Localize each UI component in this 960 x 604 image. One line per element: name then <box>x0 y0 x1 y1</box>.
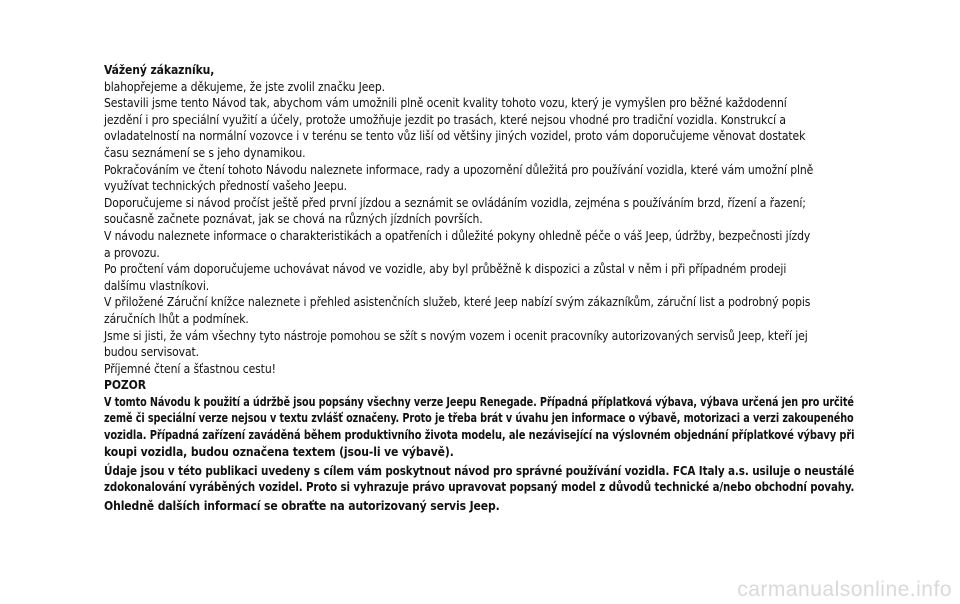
text-line: země či speciální verze nejsou v textu zvlášť označeny. Proto je třeba brát v úvahu jen informace o výbavě, motorizaci a verzi zakoupeného <box>104 411 854 426</box>
paragraph <box>104 361 864 378</box>
text-line: blahopřejeme a děkujeme, že jste zvolil značku Jeep. <box>104 79 385 94</box>
greeting: Vážený zákazníku, <box>104 63 215 77</box>
text-line: budou servisovat. <box>104 345 199 360</box>
text-line: Ohledně dalších informací se obraťte na autorizovaný servis Jeep. <box>104 499 500 514</box>
paragraph <box>104 195 864 228</box>
text-line: V návodu naleznete informace o charakteristikách a opatřeních i důležité pokyny ohledně péče o váš Jeep, údržby, bezpečnosti jízdy <box>104 228 811 243</box>
intro-body <box>104 79 864 378</box>
text-line: záručních lhůt a podmínek. <box>104 311 249 326</box>
warning-title: POZOR <box>104 378 147 393</box>
paragraph <box>104 79 864 96</box>
paragraph <box>104 463 864 496</box>
paragraph <box>104 294 864 327</box>
text-line: současně začnete poznávat, jak se chová na různých jízdních površích. <box>104 212 483 227</box>
text-line: koupi vozidla, budou označena textem (jsou-li ve výbavě). <box>104 444 454 459</box>
paragraph <box>104 162 864 195</box>
text-line: Po pročtení vám doporučujeme uchovávat návod ve vozidle, aby byl průběžně k dispozici a zůstal v něm i při případném prodeji <box>104 262 787 277</box>
text-line: a provozu. <box>104 245 160 260</box>
text-line: ovladatelností na normální vozovce i v terénu se tento vůz liší od většiny jiných vozidel, proto vám doporučujeme věnovat dostatek <box>104 129 806 144</box>
text-line: vozidla. Případná zařízení zaváděná během produktivního života modelu, ale nezávisející na výslovném objednání příplatkové výbavy při <box>104 428 855 443</box>
paragraph <box>104 261 864 294</box>
watermark: carmanualsonline.info <box>737 578 952 601</box>
paragraph <box>104 394 864 460</box>
text-line: jezdění i pro speciální využití a účely, protože umožňuje jezdit po trasách, které nejsou vhodné pro tradiční vozidla. Konstrukcí a <box>104 112 786 127</box>
manual-intro-page <box>104 62 864 515</box>
text-line: Jsme si jisti, že vám všechny tyto nástroje pomohou se sžít s novým vozem i ocenit pracovníky autorizovaných servisů Jeep, kteří jej <box>104 328 808 343</box>
warning-body <box>104 394 864 515</box>
text-line: Příjemné čtení a šťastnou cestu! <box>104 361 276 376</box>
text-line: dalšímu vlastníkovi. <box>104 278 210 293</box>
text-line: využívat technických předností vašeho Jeepu. <box>104 179 348 194</box>
text-line: Sestavili jsme tento Návod tak, abychom vám umožnili plně ocenit kvality tohoto vozu, který je vymyšlen pro běžné každodenní <box>104 96 787 111</box>
text-line: V přiložené Záruční knížce naleznete i přehled asistenčních služeb, které Jeep nabízí svým zákazníkům, záruční list a podrobný popis <box>104 295 811 310</box>
text-line: času seznámení se s jeho dynamikou. <box>104 145 306 160</box>
text-line: zdokonalování vyráběných vozidel. Proto si vyhrazuje právo upravovat popsaný model z důvodů technické a/nebo obchodní povahy. <box>104 480 855 495</box>
paragraph <box>104 328 864 361</box>
text-line: Pokračováním ve čtení tohoto Návodu naleznete informace, rady a upozornění důležitá pro používání vozidla, které vám umožní plně <box>104 162 814 177</box>
text-line: Údaje jsou v této publikaci uvedeny s cílem vám poskytnout návod pro správné používání vozidla. FCA Italy a.s. usiluje o neustálé <box>104 463 855 478</box>
paragraph <box>104 95 864 161</box>
text-line: V tomto Návodu k použití a údržbě jsou popsány všechny verze Jeepu Renegade. Případná příplatková výbava, výbava určená jen pro určité <box>104 394 854 409</box>
paragraph <box>104 498 864 515</box>
paragraph <box>104 228 864 261</box>
text-line: Doporučujeme si návod pročíst ještě před první jízdou a seznámit se ovládáním vozidla, zejména s používáním brzd, řízení a řazení; <box>104 195 806 210</box>
